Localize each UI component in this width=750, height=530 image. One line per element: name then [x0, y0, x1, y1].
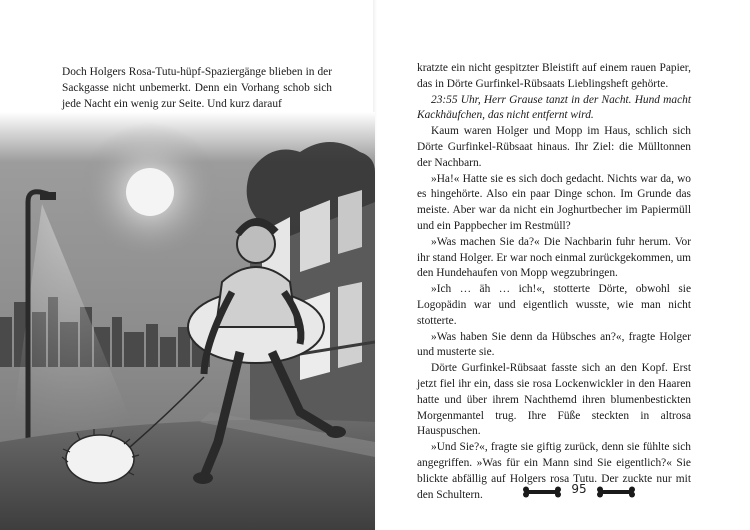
right-page-text [417, 61, 691, 503]
moon-icon [126, 168, 174, 216]
page-footer [518, 481, 638, 501]
paragraph: »Ha!« Hatte sie es sich doch gedacht. Nichts war da, wo es hingehörte. Also ein paar Dinge schon. Im Grunde das meiste. Aber war da nicht ein Joghurtbecher im Papiermüll und ein Pappbecher im Restmüll? [417, 172, 691, 232]
page-number: 95 [571, 482, 587, 496]
bone-icon [522, 486, 562, 498]
left-page-text [62, 64, 332, 112]
paragraph: Kaum waren Holger und Mopp im Haus, schlich sich Dörte Gurfinkel-Rübsaat hinaus. Ihr Ziel: die Mülltonnen der Nachbarn. [417, 125, 691, 169]
paragraph: »Ich … äh … ich!«, stotterte Dörte, obwohl sie Logopädin war und eigentlich wusste, wie man nicht stotterte. [417, 283, 691, 327]
left-paragraph: Doch Holgers Rosa-Tutu-hüpf-Spaziergänge blieben in der Sackgasse nicht unbemerkt. Denn ein Vorhang schob sich jede Nacht ein wenig zur Seite. Und kurz darauf [62, 66, 332, 110]
paragraph: »Und Sie?«, fragte sie giftig zurück, denn sie fühlte sich angegriffen. »Was für ein Mann sind Sie eigentlich?« Sie blickte abfällig auf Holgers rosa Tutu. Der zuckte nur mit den Schultern. [417, 441, 691, 501]
paragraph: »Was machen Sie da?« Die Nachbarin fuhr herum. Vor ihr stand Holger. Er war noch einmal zurückgekommen, um den Hundehaufen von Mopp wegzubringen. [417, 235, 691, 280]
bone-icon [596, 486, 636, 498]
paragraph: »Was haben Sie denn da Hübsches an?«, fragte Holger und musterte sie. [417, 330, 691, 359]
diary-entry: 23:55 Uhr, Herr Grause tanzt in der Nacht. Hund macht Kackhäufchen, das nicht entfernt wird. [417, 93, 691, 122]
paragraph: kratzte ein nicht gespitzter Bleistift auf einem rauen Papier, das in Dörte Gurfinkel-Rübsaats Lieblingsheft gehörte. [417, 62, 691, 90]
night-scene-illustration [0, 112, 375, 530]
paragraph: Dörte Gurfinkel-Rübsaat fasste sich an den Kopf. Erst jetzt fiel ihr ein, dass sie rosa Lockenwickler in den Haaren hatte und über ihrem Nachthemd ihren blumenbestickten Morgenmantel trug. Ihre Füße steckten in altrosa Hauspuschen. [417, 362, 691, 438]
